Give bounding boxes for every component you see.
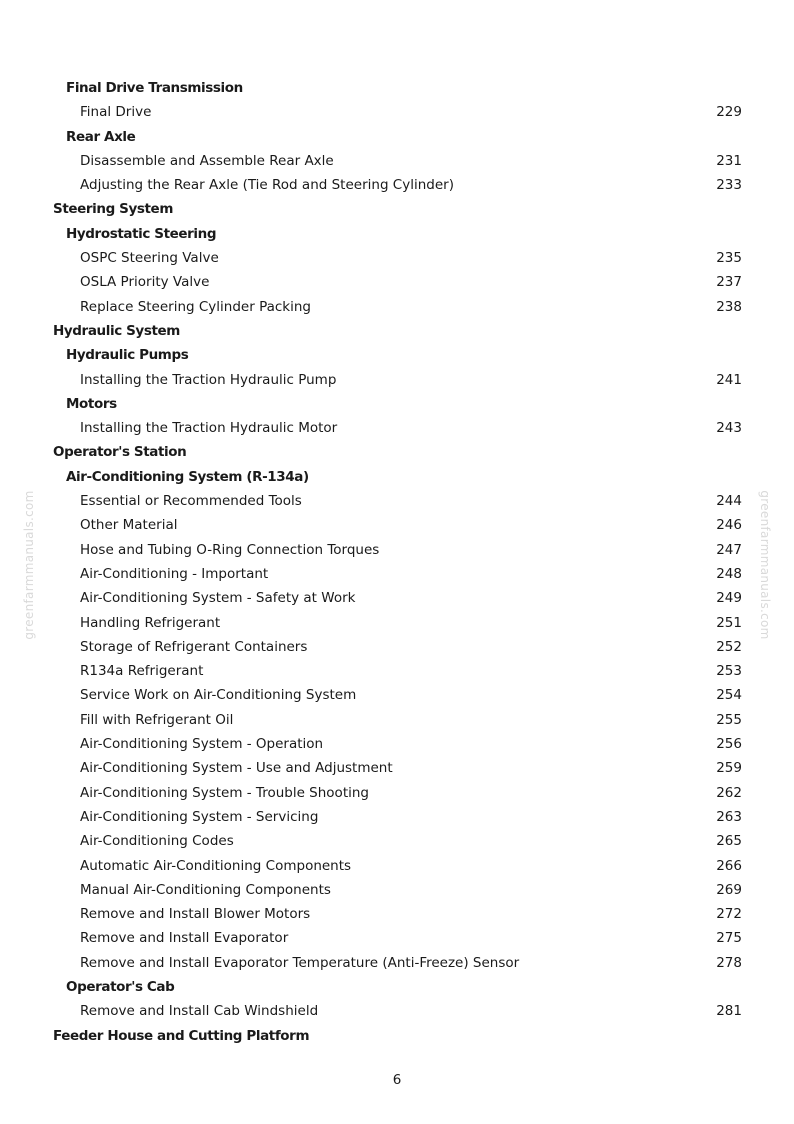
toc-entry-title[interactable]: Final Drive Transmission xyxy=(66,80,243,96)
toc-entry-title[interactable]: Air-Conditioning System - Operation xyxy=(80,736,324,753)
toc-entry-page-number[interactable]: 238 xyxy=(716,298,742,315)
toc-entry-page-number[interactable]: 235 xyxy=(716,250,742,267)
toc-entry-page-number[interactable]: 275 xyxy=(716,930,742,947)
toc-entry[interactable] xyxy=(0,683,794,707)
toc-entry-page-number[interactable]: 248 xyxy=(716,565,742,582)
toc-entry-title[interactable]: Replace Steering Cylinder Packing xyxy=(80,298,311,315)
toc-entry-title[interactable]: Air-Conditioning System - Safety at Work xyxy=(80,590,356,607)
toc-section-heading[interactable] xyxy=(0,197,794,221)
toc-entry-title[interactable]: OSLA Priority Valve xyxy=(80,274,210,291)
toc-entry-page-number[interactable]: 269 xyxy=(716,881,742,898)
toc-entry[interactable] xyxy=(0,562,794,586)
toc-entry[interactable] xyxy=(0,781,794,805)
toc-entry-page-number[interactable]: 281 xyxy=(716,1003,742,1020)
toc-entry-title[interactable]: Hydraulic Pumps xyxy=(66,347,189,364)
toc-entry-title[interactable]: Remove and Install Evaporator Temperature (Anti-Freeze) Sensor xyxy=(80,954,520,971)
toc-entry-title[interactable]: Service Work on Air-Conditioning System xyxy=(80,687,357,704)
toc-entry-title[interactable]: Hydrostatic Steering xyxy=(66,225,217,242)
toc-entry[interactable] xyxy=(0,756,794,780)
toc-entry-title[interactable]: Essential or Recommended Tools xyxy=(80,493,302,510)
toc-entry[interactable] xyxy=(0,902,794,926)
toc-entry-page-number[interactable]: 255 xyxy=(716,711,742,728)
toc-entry[interactable] xyxy=(0,829,794,853)
toc-entry-title[interactable]: Adjusting the Rear Axle (Tie Rod and Steering Cylinder) xyxy=(80,177,454,194)
toc-entry-title[interactable]: Manual Air-Conditioning Components xyxy=(80,881,331,898)
toc-entry-title[interactable]: R134a Refrigerant xyxy=(80,663,204,680)
toc-entry[interactable] xyxy=(0,732,794,756)
toc-entry-page-number[interactable]: 237 xyxy=(716,274,742,291)
toc-section-heading[interactable] xyxy=(0,76,794,100)
toc-entry-title[interactable]: Hydraulic System xyxy=(53,322,180,339)
toc-entry-title[interactable]: Installing the Traction Hydraulic Motor xyxy=(80,420,338,437)
toc-entry-page-number[interactable]: 253 xyxy=(716,663,742,680)
toc-entry-page-number[interactable]: 254 xyxy=(716,687,742,704)
toc-entry-title[interactable]: Air-Conditioning System - Use and Adjustment xyxy=(80,760,393,777)
toc-entry-page-number[interactable]: 246 xyxy=(716,517,742,534)
toc-entry-title[interactable]: Storage of Refrigerant Containers xyxy=(80,638,308,655)
toc-entry-title[interactable]: Operator's Cab xyxy=(66,978,175,995)
toc-entry-title[interactable]: Disassemble and Assemble Rear Axle xyxy=(80,152,334,169)
toc-entry-page-number[interactable]: 259 xyxy=(716,760,742,777)
toc-entry[interactable] xyxy=(0,173,794,197)
toc-entry-title[interactable]: Remove and Install Evaporator xyxy=(80,930,289,947)
page-number: 6 xyxy=(392,1072,402,1088)
toc-entry[interactable] xyxy=(0,100,794,124)
toc-entry-title[interactable]: Feeder House and Cutting Platform xyxy=(53,1027,310,1044)
toc-section-heading[interactable] xyxy=(0,319,794,343)
toc-entry[interactable] xyxy=(0,295,794,319)
toc-entry-page-number[interactable]: 272 xyxy=(716,906,742,923)
toc-entry[interactable] xyxy=(0,586,794,610)
toc-section-heading[interactable] xyxy=(0,975,794,999)
toc-entry-page-number[interactable]: 247 xyxy=(716,541,742,558)
toc-section-heading[interactable] xyxy=(0,1024,794,1048)
toc-entry[interactable] xyxy=(0,368,794,392)
toc-entry-page-number[interactable]: 265 xyxy=(716,833,742,850)
toc-entry-page-number[interactable]: 231 xyxy=(716,152,742,169)
toc-entry-page-number[interactable]: 263 xyxy=(716,808,742,825)
toc-section-heading[interactable] xyxy=(0,392,794,416)
toc-section-heading[interactable] xyxy=(0,222,794,246)
toc-entry-title[interactable]: Other Material xyxy=(80,517,178,534)
toc-entry-page-number[interactable]: 243 xyxy=(716,420,742,437)
toc-entry-title[interactable]: Remove and Install Cab Windshield xyxy=(80,1003,319,1020)
toc-entry-title[interactable]: OSPC Steering Valve xyxy=(80,250,219,267)
toc-entry-title[interactable]: Air-Conditioning Codes xyxy=(80,833,234,850)
toc-entry[interactable] xyxy=(0,489,794,513)
toc-entry-title[interactable]: Hose and Tubing O-Ring Connection Torques xyxy=(80,541,380,558)
toc-entry-title[interactable]: Air-Conditioning System - Trouble Shooting xyxy=(80,784,369,801)
toc-entry-title[interactable]: Air-Conditioning System - Servicing xyxy=(80,808,319,825)
toc-entry-title[interactable]: Final Drive xyxy=(80,104,152,121)
toc-entry[interactable] xyxy=(0,270,794,294)
toc-entry[interactable] xyxy=(0,513,794,537)
toc-entry[interactable] xyxy=(0,246,794,270)
toc-entry-title[interactable]: Air-Conditioning System (R-134a) xyxy=(66,468,309,485)
toc-entry-title[interactable]: Fill with Refrigerant Oil xyxy=(80,711,234,728)
toc-entry[interactable] xyxy=(0,999,794,1023)
toc-entry-title[interactable]: Operator's Station xyxy=(53,444,187,461)
table-of-contents xyxy=(0,76,794,1048)
toc-entry-page-number[interactable]: 252 xyxy=(716,638,742,655)
toc-entry[interactable] xyxy=(0,805,794,829)
toc-entry-page-number[interactable]: 241 xyxy=(716,371,742,388)
toc-entry-page-number[interactable]: 249 xyxy=(716,590,742,607)
toc-entry-title[interactable]: Motors xyxy=(66,395,117,412)
toc-entry[interactable] xyxy=(0,416,794,440)
toc-entry-page-number[interactable]: 233 xyxy=(716,177,742,194)
toc-entry[interactable] xyxy=(0,538,794,562)
toc-section-heading[interactable] xyxy=(0,343,794,367)
watermark-left: greenfarmmanuals.com xyxy=(22,490,36,640)
toc-entry[interactable] xyxy=(0,149,794,173)
toc-entry-title[interactable]: Remove and Install Blower Motors xyxy=(80,906,311,923)
toc-entry-title[interactable]: Air-Conditioning - Important xyxy=(80,565,269,582)
toc-entry[interactable] xyxy=(0,659,794,683)
toc-entry-title[interactable]: Rear Axle xyxy=(66,128,136,145)
toc-entry[interactable] xyxy=(0,926,794,950)
toc-entry[interactable] xyxy=(0,708,794,732)
toc-entry[interactable] xyxy=(0,854,794,878)
toc-entry-title[interactable]: Automatic Air-Conditioning Components xyxy=(80,857,352,874)
toc-entry[interactable] xyxy=(0,951,794,975)
toc-entry[interactable] xyxy=(0,878,794,902)
toc-entry-title[interactable]: Installing the Traction Hydraulic Pump xyxy=(80,371,337,388)
toc-entry-page-number[interactable]: 256 xyxy=(716,736,742,753)
toc-entry[interactable] xyxy=(0,611,794,635)
toc-section-heading[interactable] xyxy=(0,440,794,464)
watermark-right: greenfarmmanuals.com xyxy=(758,490,772,640)
toc-entry-page-number[interactable]: 278 xyxy=(716,954,742,971)
toc-entry[interactable] xyxy=(0,635,794,659)
toc-section-heading[interactable] xyxy=(0,465,794,489)
toc-entry-page-number[interactable]: 262 xyxy=(716,784,742,801)
toc-entry-page-number[interactable]: 229 xyxy=(716,104,742,121)
toc-entry-page-number[interactable]: 266 xyxy=(716,857,742,874)
toc-entry-title[interactable]: Steering System xyxy=(53,201,173,218)
toc-entry-page-number[interactable]: 251 xyxy=(716,614,742,631)
toc-entry-page-number[interactable]: 244 xyxy=(716,493,742,510)
toc-entry-title[interactable]: Handling Refrigerant xyxy=(80,614,221,631)
toc-section-heading[interactable] xyxy=(0,125,794,149)
